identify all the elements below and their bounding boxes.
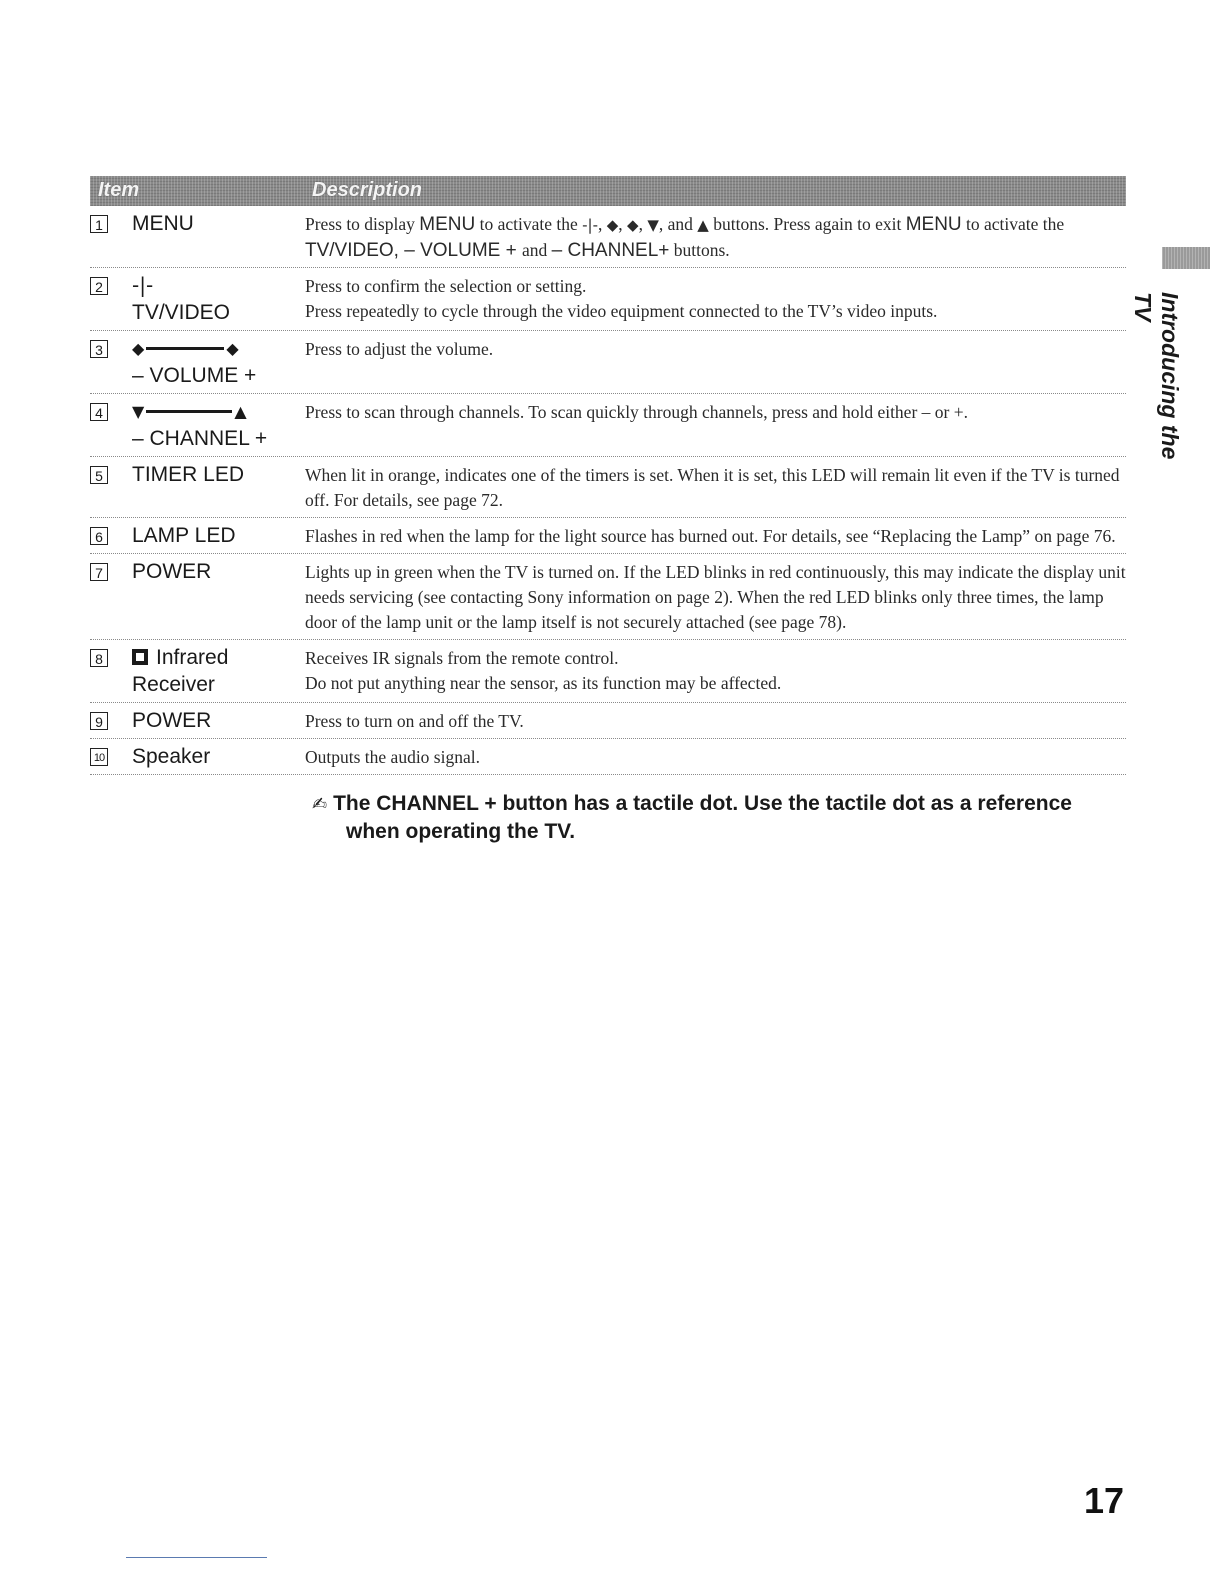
header-description: Description — [312, 179, 423, 201]
item-description: Press to confirm the selection or setting. Press repeatedly to cycle through the video equipment connected to the TV’s video inputs. — [305, 276, 938, 321]
item-number: 9 — [90, 712, 108, 730]
table-header — [90, 176, 1126, 206]
item-description: Outputs the audio signal. — [305, 747, 480, 767]
item-description: Flashes in red when the lamp for the light source has burned out. For details, see “Replacing the Lamp” on page 76. — [305, 526, 1116, 546]
item-number: 10 — [90, 748, 108, 766]
enter-icon: -|- — [132, 273, 154, 297]
section-side-label: Introducing the TV — [1130, 292, 1183, 460]
item-label: POWER — [132, 560, 212, 583]
section-tab-marker — [1162, 247, 1210, 269]
item-description: Lights up in green when the TV is turned on. If the LED blinks in red continuously, this may indicate the display unit needs servicing (see contacting Sony information on page 2). When the red LED blinks only three times, the lamp door of the lamp unit or the lamp itself is not securely attached (see page 78). — [305, 562, 1126, 632]
item-number: 7 — [90, 563, 108, 581]
item-label: TV/VIDEO — [132, 301, 231, 324]
table-row — [90, 739, 1126, 775]
table-row — [90, 268, 1126, 331]
left-arrow-icon: ◆ — [132, 339, 145, 358]
enter-icon: -|- — [582, 216, 598, 234]
item-number: 3 — [90, 340, 108, 358]
table-row — [90, 394, 1126, 457]
left-arrow-icon: ◆ — [606, 216, 619, 234]
note-line-2: when operating the TV. — [346, 820, 576, 843]
item-label: TIMER LED — [132, 463, 245, 486]
note-line-1: The CHANNEL + button has a tactile dot. Use the tactile dot as a reference — [333, 792, 1072, 815]
item-label: Speaker — [132, 745, 211, 768]
item-number: 5 — [90, 466, 108, 484]
item-number: 8 — [90, 649, 108, 667]
item-label: LAMP LED — [132, 524, 236, 547]
item-label: POWER — [132, 709, 212, 732]
infrared-sensor-icon — [132, 649, 148, 665]
page-number: 17 — [1083, 1480, 1124, 1521]
tactile-dot-note — [312, 790, 1124, 845]
up-arrow-icon: ▲ — [697, 216, 709, 234]
volume-arrows — [132, 335, 239, 362]
down-arrow-icon: ▼ — [132, 402, 145, 421]
down-arrow-icon: ▼ — [647, 216, 659, 234]
item-number: 6 — [90, 527, 108, 545]
item-description-table — [90, 176, 1126, 775]
item-label: – CHANNEL + — [132, 427, 268, 450]
item-label: – VOLUME + — [132, 364, 257, 387]
table-row — [90, 518, 1126, 554]
item-number: 1 — [90, 215, 108, 233]
item-label: Infrared — [156, 646, 229, 669]
table-row — [90, 331, 1126, 394]
item-label: Receiver — [132, 673, 215, 696]
item-number: 4 — [90, 403, 108, 421]
item-label: MENU — [132, 212, 194, 235]
item-description: Press to turn on and off the TV. — [305, 711, 524, 731]
right-arrow-icon: ◆ — [627, 216, 639, 234]
note-pencil-icon: ✍ — [312, 794, 328, 815]
header-item: Item — [98, 179, 140, 201]
up-arrow-icon: ▲ — [234, 402, 247, 421]
item-description: When lit in orange, indicates one of the timers is set. When it is set, this LED will remain lit even if the TV is turned off. For details, see page 72. — [305, 465, 1120, 510]
item-description: Press to adjust the volume. — [305, 339, 494, 359]
item-description: Press to display MENU to activate the -|-, ◆, ◆, ▼, and ▲ buttons. Press again to exit MENU to activate the TV/VIDEO, – VOLUME + and – CHANNEL+ buttons. — [305, 214, 1065, 261]
table-row — [90, 457, 1126, 518]
item-number: 2 — [90, 277, 108, 295]
channel-arrows — [132, 398, 247, 425]
table-row — [90, 640, 1126, 703]
item-description: Receives IR signals from the remote control. Do not put anything near the sensor, as its function may be affected. — [305, 648, 782, 693]
item-description: Press to scan through channels. To scan quickly through channels, press and hold either – or +. — [305, 402, 968, 422]
table-row — [90, 554, 1126, 640]
right-arrow-icon: ◆ — [226, 339, 239, 358]
table-row — [90, 703, 1126, 739]
table-row — [90, 206, 1126, 268]
footer-rule — [126, 1557, 267, 1558]
